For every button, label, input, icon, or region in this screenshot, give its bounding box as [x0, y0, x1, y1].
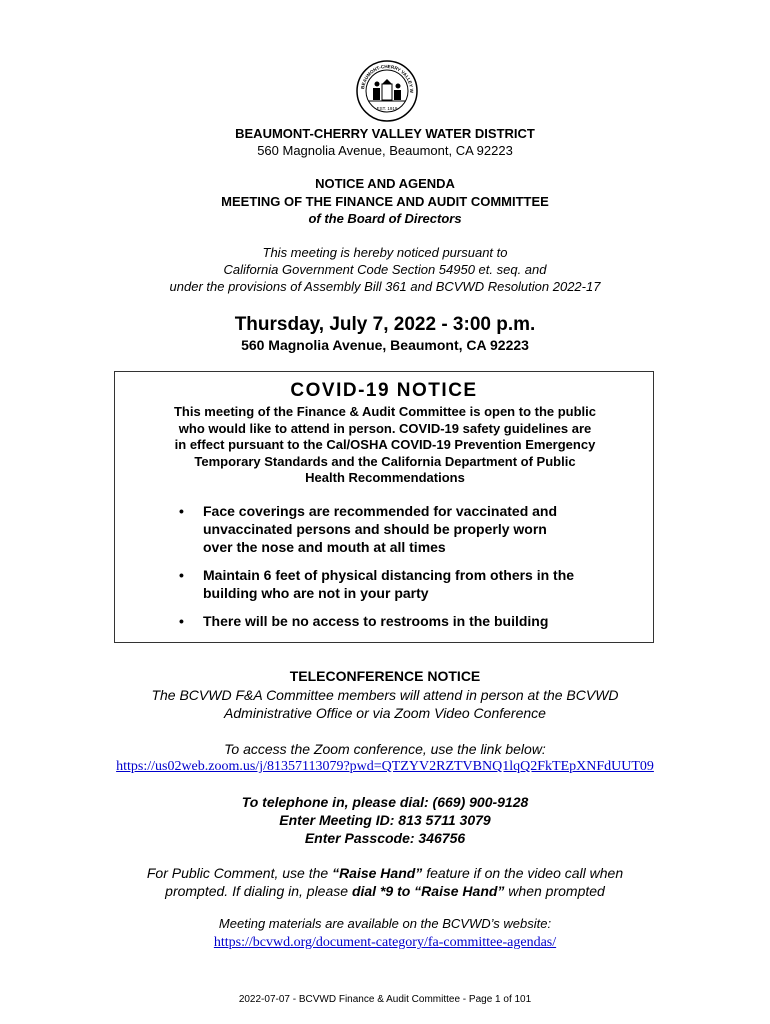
org-address: 560 Magnolia Avenue, Beaumont, CA 92223 [257, 143, 513, 158]
bullet-icon: • [179, 503, 184, 519]
covid-body-line: This meeting of the Finance & Audit Committee is open to the public [173, 404, 597, 419]
covid-notice-box [114, 371, 654, 643]
covid-body-line: who would like to attend in person. COVID-19 safety guidelines are [178, 420, 592, 436]
authority-line-2: California Government Code Section 54950 et. seq. and [223, 262, 547, 277]
org-name: BEAUMONT-CHERRY VALLEY WATER DISTRICT [235, 126, 535, 141]
meeting-passcode: Enter Passcode: 346756 [304, 830, 466, 846]
board-subtitle: of the Board of Directors [308, 211, 462, 226]
raise-hand-text: “Raise Hand” [332, 865, 423, 881]
covid-notice-body [143, 404, 627, 487]
telephone-dial: To telephone in, please dial: (669) 900-9128 [241, 794, 529, 810]
teleconference-heading: TELECONFERENCE NOTICE [289, 668, 481, 684]
meeting-datetime: Thursday, July 7, 2022 - 3:00 p.m. [234, 314, 536, 335]
covid-guidelines-list [175, 502, 635, 640]
materials-link[interactable]: https://bcvwd.org/document-category/fa-committee-agendas/ [213, 935, 557, 950]
list-item-line: unvaccinated persons and should be properly worn [203, 521, 547, 537]
meeting-title: MEETING OF THE FINANCE AND AUDIT COMMITTEE [221, 194, 549, 209]
page-footer: 2022-07-07 - BCVWD Finance & Audit Committee - Page 1 of 101 [238, 994, 532, 1005]
authority-line-1: This meeting is hereby noticed pursuant to [262, 245, 508, 260]
public-comment-text: prompted. If dialing in, please [165, 883, 352, 899]
public-comment-text: feature if on the video call when [422, 865, 624, 881]
zoom-link-row [0, 757, 770, 776]
covid-body-line: Temporary Standards and the California Department of Public [194, 453, 576, 469]
meeting-id: Enter Meeting ID: 813 5711 3079 [279, 812, 491, 828]
public-comment-line-1 [0, 864, 770, 882]
covid-body-line: in effect pursuant to the Cal/OSHA COVID-19 Prevention Emergency [174, 437, 596, 452]
public-comment-text: when prompted [504, 883, 605, 899]
bullet-icon: • [179, 613, 184, 629]
covid-body-line: Health Recommendations [305, 470, 465, 485]
authority-line-3: under the provisions of Assembly Bill 361 and BCVWD Resolution 2022-17 [169, 279, 601, 294]
zoom-access-text: To access the Zoom conference, use the link below: [224, 741, 546, 757]
list-item [175, 502, 635, 556]
list-item-line: over the nose and mouth at all times [203, 539, 446, 555]
teleconference-line-1: The BCVWD F&A Committee members will attend in person at the BCVWD [151, 687, 619, 703]
list-item-line: building who are not in your party [203, 585, 429, 601]
dial-instruction-text: dial *9 to “Raise Hand” [351, 883, 505, 899]
notice-title: NOTICE AND AGENDA [315, 176, 455, 191]
materials-link-row [0, 933, 770, 952]
covid-notice-title: COVID-19 NOTICE [290, 380, 478, 401]
materials-text: Meeting materials are available on the BCVWD’s website: [218, 916, 552, 931]
public-comment-line-2 [0, 882, 770, 900]
district-seal-logo [356, 60, 418, 122]
zoom-link[interactable]: https://us02web.zoom.us/j/81357113079?pwd=QTZYV2RZTVBNQ1lqQ2FkTEpXNFdUUT09 [116, 759, 654, 774]
svg-text:EST. 1919: EST. 1919 [376, 106, 398, 111]
meeting-location: 560 Magnolia Avenue, Beaumont, CA 92223 [241, 337, 529, 353]
bullet-icon: • [179, 567, 184, 583]
svg-text:BEAUMONT-CHERRY VALLEY WATER D: BEAUMONT-CHERRY VALLEY W [360, 63, 415, 93]
list-item-line: Maintain 6 feet of physical distancing from others in the [203, 567, 575, 583]
list-item [175, 566, 635, 602]
teleconference-line-2: Administrative Office or via Zoom Video Conference [224, 705, 546, 721]
list-item-line: There will be no access to restrooms in the building [203, 613, 549, 629]
public-comment-text: For Public Comment, use the [146, 865, 333, 881]
list-item [175, 612, 635, 630]
list-item-line: Face coverings are recommended for vaccinated and [203, 503, 558, 519]
